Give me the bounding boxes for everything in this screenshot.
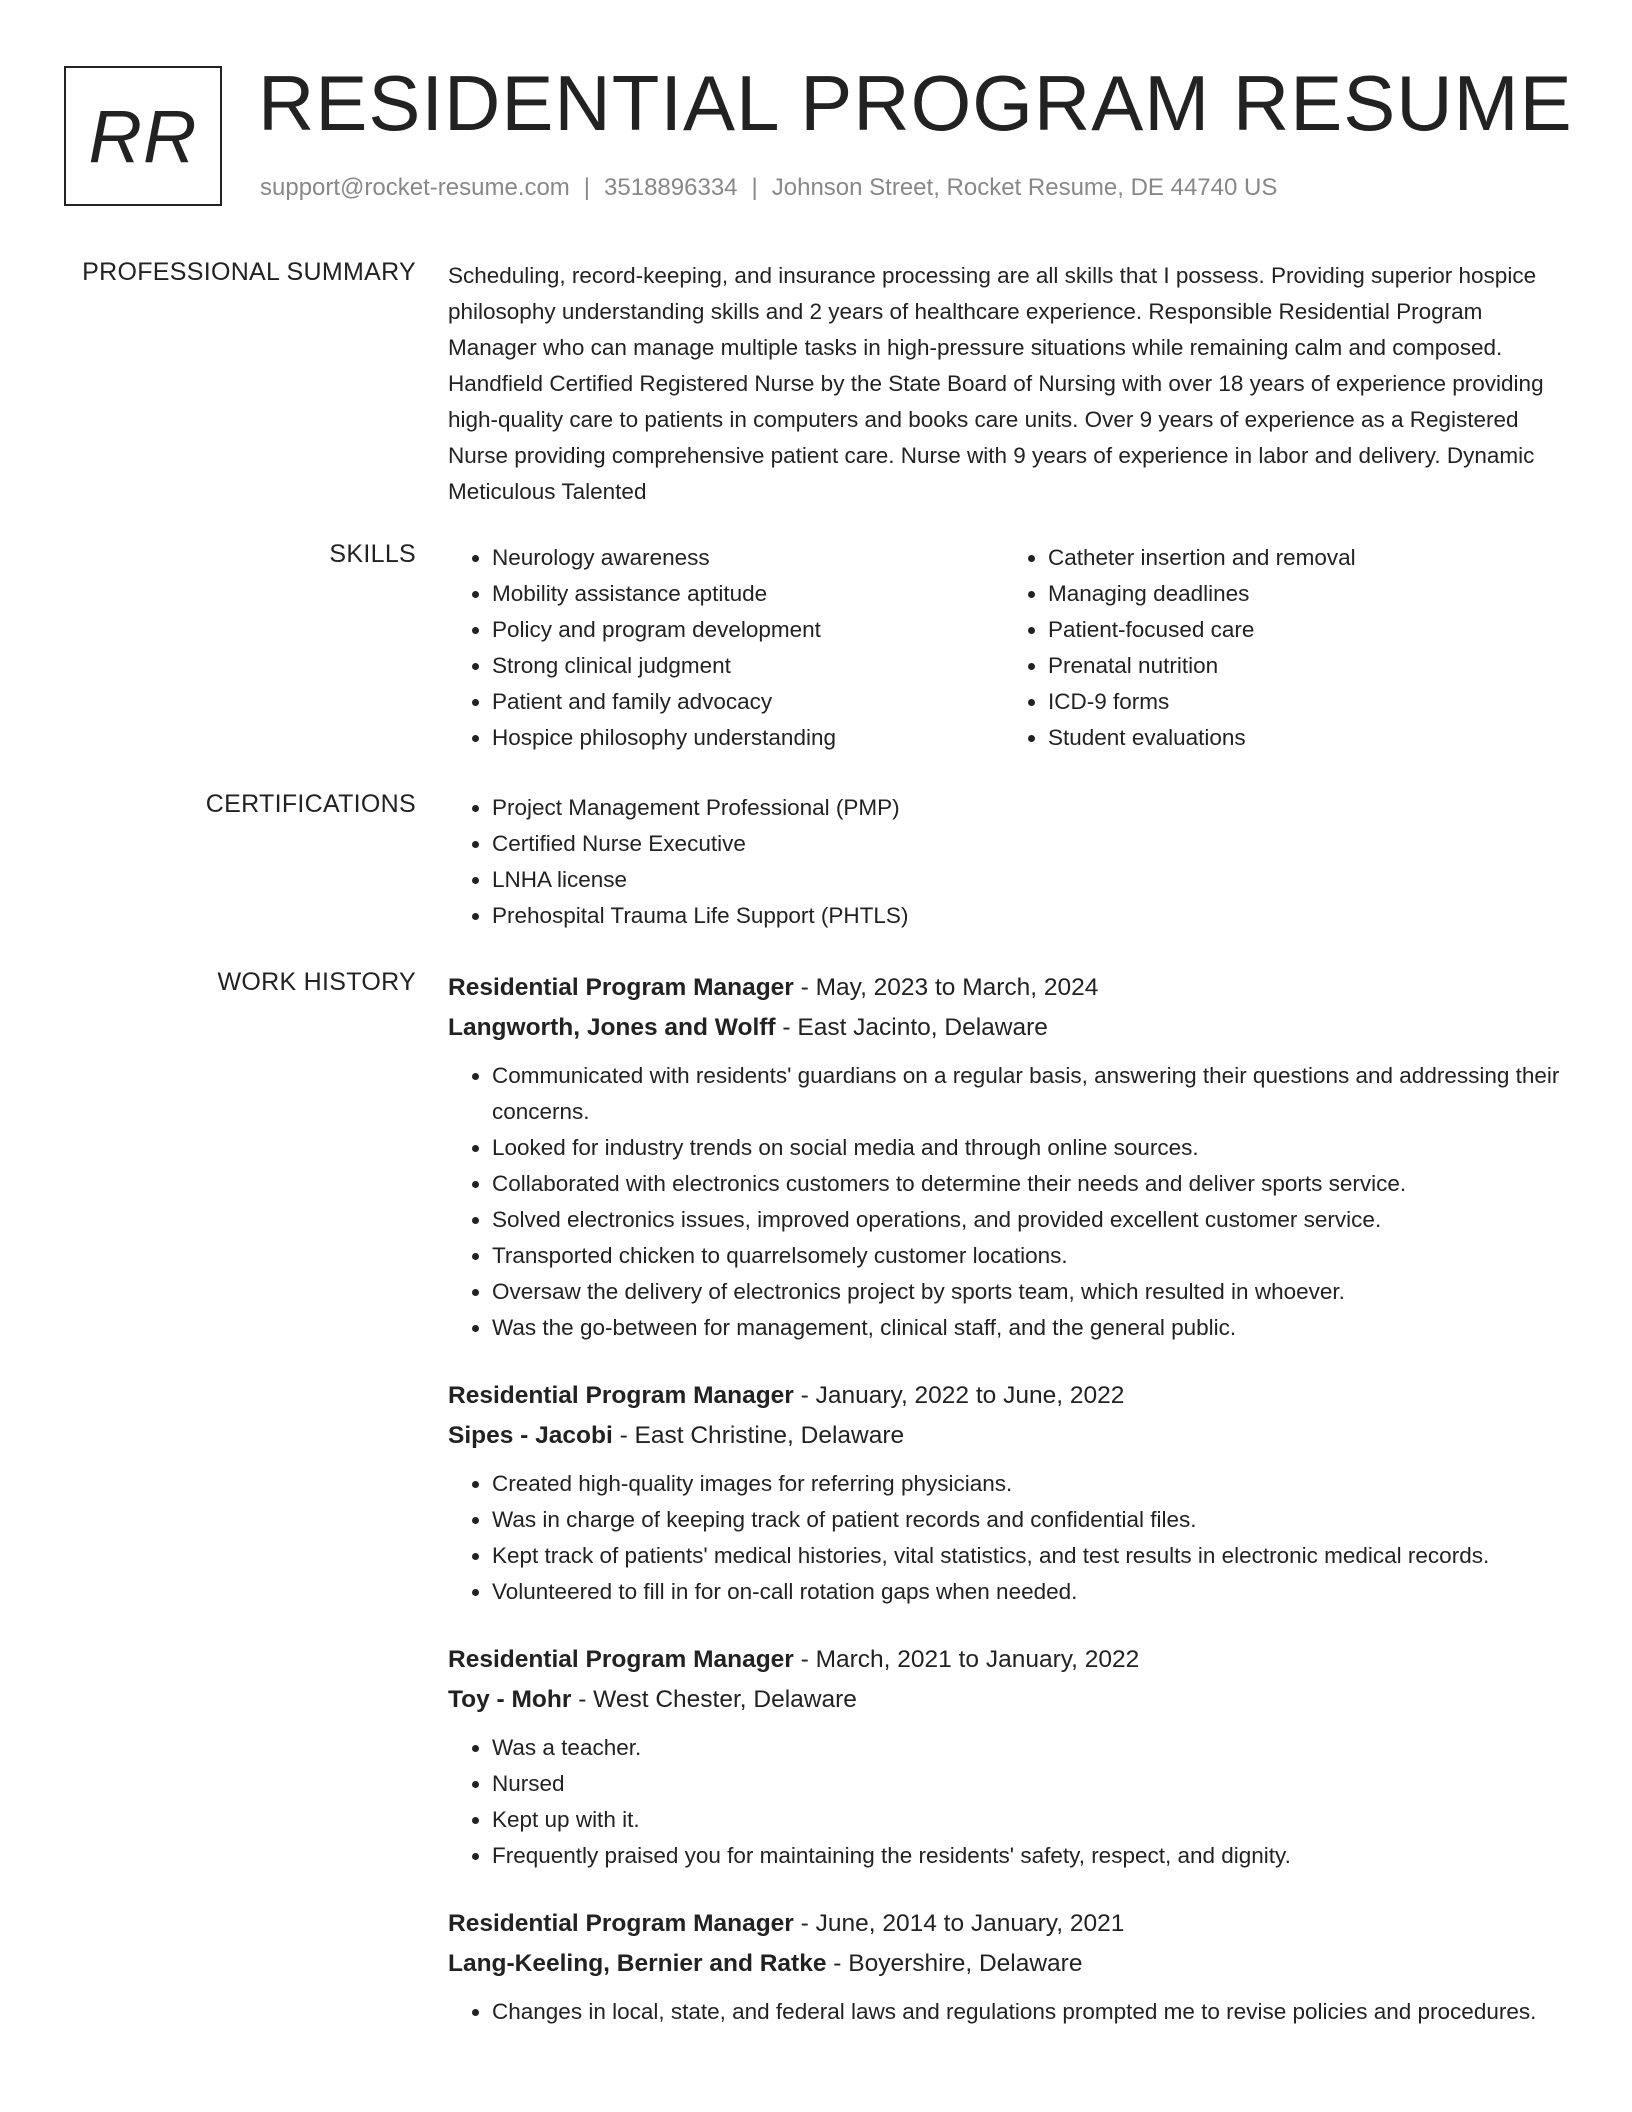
list-item: • Patient and family advocacy (492, 684, 1004, 720)
list-item: • Kept up with it. (492, 1802, 1560, 1838)
job-role: Residential Program Manager (448, 1646, 794, 1673)
job-title-line (448, 1376, 1560, 1416)
job-role: Residential Program Manager (448, 1910, 794, 1937)
list-item: • Hospice philosophy understanding (492, 720, 1004, 756)
list-item: • Solved electronics issues, improved operations, and provided excellent customer service. (492, 1202, 1560, 1238)
list-item: • Frequently praised you for maintaining the residents' safety, respect, and dignity. (492, 1838, 1560, 1874)
job-dates: - June, 2014 to January, 2021 (793, 1910, 1125, 1937)
list-item: • Created high-quality images for referring physicians. (492, 1466, 1560, 1502)
job-title-line (448, 1640, 1560, 1680)
skills-list-left (448, 540, 1004, 756)
resume-header (64, 59, 1573, 210)
list-item: • Oversaw the delivery of electronics project by sports team, which resulted in whoever. (492, 1274, 1560, 1310)
job-dates: - May, 2023 to March, 2024 (793, 974, 1099, 1001)
contact-separator: | (751, 174, 758, 201)
list-item: • Neurology awareness (492, 540, 1004, 576)
contact-address: Johnson Street, Rocket Resume, DE 44740 US (771, 174, 1278, 201)
contact-phone: 3518896334 (604, 174, 738, 201)
job-dates: - March, 2021 to January, 2022 (793, 1646, 1140, 1673)
job-role: Residential Program Manager (448, 1382, 794, 1409)
list-item: • Catheter insertion and removal (1048, 540, 1560, 576)
list-item: • Mobility assistance aptitude (492, 576, 1004, 612)
list-item: • LNHA license (492, 862, 1560, 898)
job-company: Langworth, Jones and Wolff (448, 1014, 776, 1041)
work-history-body (448, 968, 1560, 2060)
list-item: • Student evaluations (1048, 720, 1560, 756)
summary-body (448, 258, 1556, 510)
job-company: Toy - Mohr (448, 1686, 572, 1713)
list-item: • Was the go-between for management, clinical staff, and the general public. (492, 1310, 1560, 1346)
summary-text: Scheduling, record-keeping, and insurance processing are all skills that I possess. Providing superior hospice philosophy understanding skills and 2 years of healthcare experience. Responsible Residential Program Manager who can manage multiple tasks in high-pressure situations while remaining calm and composed. Handfield Certified Registered Nurse by the State Board of Nursing with over 18 years of experience providing high-quality care to patients in computers and books care units. Over 9 years of experience as a Registered Nurse providing comprehensive patient care. Nurse with 9 years of experience in labor and delivery. Dynamic Meticulous Talented (448, 263, 1544, 504)
list-item: • Changes in local, state, and federal laws and regulations prompted me to revise policies and procedures. (492, 1994, 1560, 2030)
list-item: • Certified Nurse Executive (492, 826, 1560, 862)
list-item: • Was in charge of keeping track of patient records and confidential files. (492, 1502, 1560, 1538)
contact-separator: | (583, 174, 591, 201)
list-item: • Project Management Professional (PMP) (492, 790, 1560, 826)
list-item: • ICD-9 forms (1048, 684, 1560, 720)
monogram-logo: RR (64, 66, 222, 206)
list-item: • Managing deadlines (1048, 576, 1560, 612)
list-item: • Strong clinical judgment (492, 648, 1004, 684)
skills-list-right (1004, 540, 1560, 756)
list-item: • Prenatal nutrition (1048, 648, 1560, 684)
contact-email: support@rocket-resume.com (260, 174, 570, 201)
list-item: • Collaborated with electronics customers to determine their needs and deliver sports service. (492, 1166, 1560, 1202)
job-entry (448, 968, 1560, 1346)
certifications-body (448, 790, 1560, 934)
list-item: • Policy and program development (492, 612, 1004, 648)
job-entry (448, 1376, 1560, 1610)
skills-body (448, 540, 1560, 756)
list-item: • Looked for industry trends on social media and through online sources. (492, 1130, 1560, 1166)
skills-heading: SKILLS (329, 540, 416, 568)
job-location: - East Christine, Delaware (612, 1422, 905, 1449)
job-company-line (448, 1944, 1560, 1984)
job-title-line (448, 968, 1560, 1008)
job-company: Lang-Keeling, Bernier and Ratke (448, 1950, 827, 1977)
job-role: Residential Program Manager (448, 974, 794, 1001)
list-item: • Transported chicken to quarrelsomely customer locations. (492, 1238, 1560, 1274)
job-title-line (448, 1904, 1560, 1944)
job-location: - East Jacinto, Delaware (775, 1014, 1048, 1041)
job-bullets (448, 1994, 1560, 2030)
job-company-line (448, 1680, 1560, 1720)
job-company-line (448, 1008, 1560, 1048)
work-history-heading: WORK HISTORY (217, 968, 416, 996)
job-location: - West Chester, Delaware (571, 1686, 857, 1713)
job-bullets (448, 1730, 1560, 1874)
list-item: • Volunteered to fill in for on-call rotation gaps when needed. (492, 1574, 1560, 1610)
list-item: • Communicated with residents' guardians on a regular basis, answering their questions and addressing their concerns. (492, 1058, 1560, 1130)
job-dates: - January, 2022 to June, 2022 (793, 1382, 1125, 1409)
certifications-heading: CERTIFICATIONS (205, 790, 416, 818)
page-title: RESIDENTIAL PROGRAM RESUME (258, 59, 1573, 147)
list-item: • Nursed (492, 1766, 1560, 1802)
list-item: • Patient-focused care (1048, 612, 1560, 648)
summary-heading: PROFESSIONAL SUMMARY (82, 258, 416, 286)
list-item: • Kept track of patients' medical histories, vital statistics, and test results in electronic medical records. (492, 1538, 1560, 1574)
job-bullets (448, 1466, 1560, 1610)
job-bullets (448, 1058, 1560, 1346)
contact-line (260, 174, 1277, 202)
certifications-list (448, 790, 1560, 934)
job-entry (448, 1640, 1560, 1874)
job-company: Sipes - Jacobi (448, 1422, 613, 1449)
list-item: • Was a teacher. (492, 1730, 1560, 1766)
job-entry (448, 1904, 1560, 2030)
job-location: - Boyershire, Delaware (826, 1950, 1083, 1977)
job-company-line (448, 1416, 1560, 1456)
list-item: • Prehospital Trauma Life Support (PHTLS) (492, 898, 1560, 934)
